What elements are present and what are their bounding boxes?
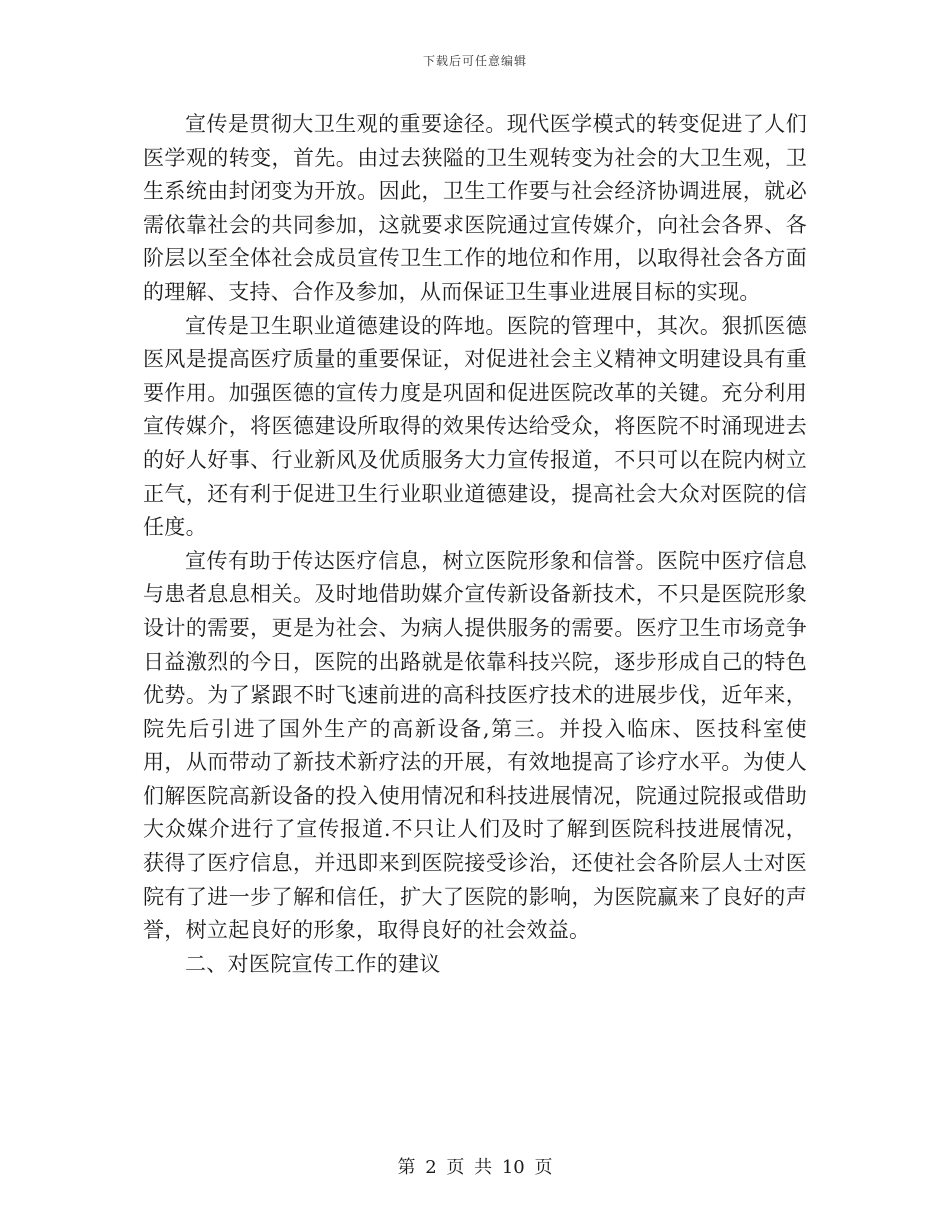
document-body xyxy=(143,108,807,981)
paragraph-publicity-health-concept: 宣传是贯彻大卫生观的重要途径。现代医学模式的转变促进了人们医学观的转变，首先。由过去狭隘的卫生观转变为社会的大卫生观，卫生系统由封闭变为开放。因此，卫生工作要与社会经济协调进展，就必需依靠社会的共同参加，这就要求医院通过宣传媒介，向社会各界、各阶层以至全体社会成员宣传卫生工作的地位和作用，以取得社会各方面的理解、支持、合作及参加，从而保证卫生事业进展目标的实现。 xyxy=(143,112,807,304)
page-header: 下载后可任意编辑 xyxy=(422,54,527,68)
paragraph-medical-information: 宣传有助于传达医疗信息，树立医院形象和信誉。医院中医疗信息与患者息息相关。及时地借助媒介宣传新设备新技术，不只是医院形象设计的需要，更是为社会、为病人提供服务的需要。医疗卫生市场竞争日益激烈的今日，医院的出路就是依靠科技兴院，逐步形成自己的特色优势。为了紧跟不时飞速前进的高科技医疗技术的进展步伐，近年来，院先后引进了国外生产的高新设备,第三。并投入临床、医技科室使用，从而带动了新技术新疗法的开展，有效地提高了诊疗水平。为使人们解医院高新设备的投入使用情况和科技进展情况，院通过院报或借助大众媒介进行了宣传报道.不只让人们及时了解到医院科技进展情况，获得了医疗信息，并迅即来到医院接受诊治，还使社会各阶层人士对医院有了进一步了解和信任，扩大了医院的影响，为医院赢来了良好的声誉，树立起良好的形象，取得良好的社会效益。 xyxy=(143,548,807,943)
page-number: 第 2 页 共 10 页 xyxy=(397,1157,553,1178)
section-heading: 二、对医院宣传工作的建议 xyxy=(185,951,441,976)
paragraph-professional-ethics: 宣传是卫生职业道德建设的阵地。医院的管理中，其次。狠抓医德医风是提高医疗质量的重要保证，对促进社会主义精神文明建设具有重要作用。加强医德的宣传力度是巩固和促进医院改革的关键。充分利用宣传媒介，将医德建设所取得的效果传达给受众，将医院不时涌现进去的好人好事、行业新风及优质服务大力宣传报道，不只可以在院内树立正气，还有利于促进卫生行业职业道德建设，提高社会大众对医院的信任度。 xyxy=(143,313,807,540)
